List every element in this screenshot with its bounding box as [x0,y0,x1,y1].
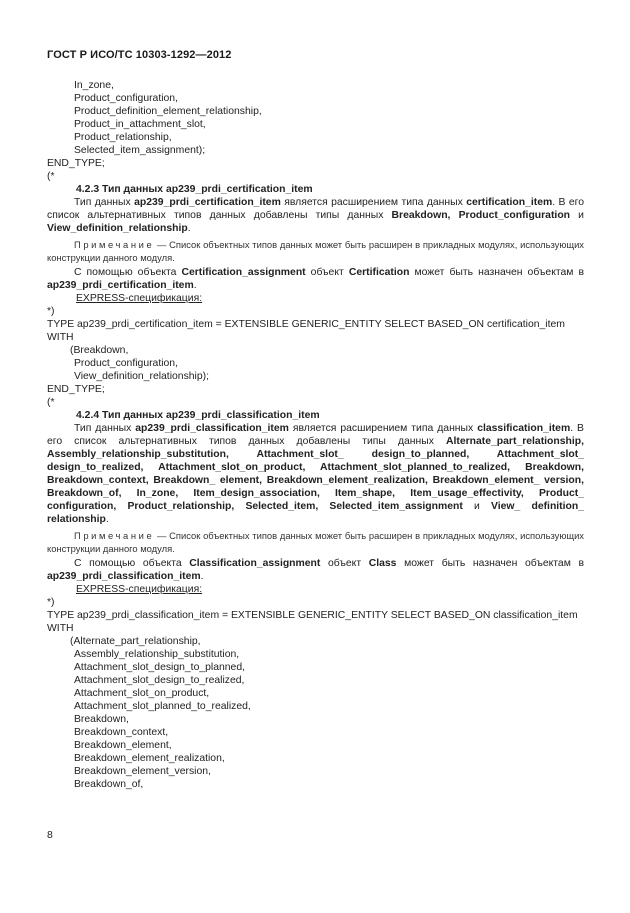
comment-open: (* [47,171,55,182]
code-line: Product_in_attachment_slot, [74,119,206,130]
select-list-continuation [47,79,584,157]
code-line: Product_definition_element_relationship, [74,106,262,117]
type-declaration: TYPE ap239_prdi_certification_item = EXTENSIBLE GENERIC_ENTITY SELECT BASED_ON certification_item [47,319,565,330]
comment-close: *) [47,306,55,317]
code-line: Breakdown_of, [74,779,144,790]
code-line: (Alternate_part_relationship, [70,636,201,647]
section-424-assignment-paragraph: С помощью объекта Classification_assignment объект Class может быть назначен объектам в ap239_prdi_classification_item. [47,558,585,582]
code-line: Selected_item_assignment); [74,145,206,156]
running-header: ГОСТ Р ИСО/ТС 10303-1292—2012 [47,49,232,61]
comment-open: (* [47,397,55,408]
end-type-line: END_TYPE; [47,384,105,395]
code-line: Attachment_slot_design_to_realized, [74,675,245,686]
with-keyword: WITH [47,332,74,343]
code-line: Breakdown_element, [74,740,172,751]
with-keyword: WITH [47,623,74,634]
note-label: Примечание [74,239,155,250]
code-line: Breakdown_element_realization, [74,753,225,764]
section-424-note: Примечание — Список объектных типов данных может быть расширен в прикладных модулях, использующих конструкции данного модуля. [47,530,584,554]
section-423-note: Примечание — Список объектных типов данных может быть расширен в прикладных модулях, использующих конструкции данного модуля. [47,239,584,263]
code-line: Assembly_relationship_substitution, [74,649,240,660]
express-spec-label: EXPRESS-спецификация: [76,293,203,304]
express-spec-label: EXPRESS-спецификация: [76,584,203,595]
section-heading-4-2-4: 4.2.4 Тип данных ap239_prdi_classification_item [76,410,320,421]
code-line: Breakdown, [74,714,129,725]
section-423-paragraph: Тип данных ap239_prdi_certification_item является расширением типа данных certification_item. В его список альтернативных типов данных добавлены типы данных Breakdown, Product_configuration и View_definition_relationship. [47,197,584,234]
section-423-assignment-paragraph: С помощью объекта Certification_assignment объект Certification может быть назначен объектам в ap239_prdi_certification_item. [47,267,585,291]
page-content [47,79,584,804]
code-line: Product_relationship, [74,132,172,143]
section-heading-4-2-3: 4.2.3 Тип данных ap239_prdi_certification_item [76,184,313,195]
section-424-paragraph: Тип данных ap239_prdi_classification_item является расширением типа данных classification_item. В его список альтернативных типов данных добавлены типы данных Alternate_part_relationship, Assembly_relationship_substitution, Attachment_slot_ design_to_planned, Attachment_slot_ design_to_realized, Attachment_slot_on_product, Attachment_slot_planned_to_realized, Breakdown, Breakdown_context, Breakdown_ element, Breakdown_element_realization, Breakdown_element_ version, Breakdown_of, In_zone, Item_design_association, Item_shape, Item_usage_effectivity, Product_ configuration, Product_relationship, Selected_item, Selected_item_assignment и View_ definition_ relationship. [47,423,585,525]
code-line: Product_configuration, [74,358,178,369]
comment-close: *) [47,597,55,608]
code-line: Breakdown_context, [74,727,169,738]
end-type-line: END_TYPE; [47,158,105,169]
code-line: Attachment_slot_design_to_planned, [74,662,245,673]
code-line: Breakdown_element_version, [74,766,211,777]
code-line: Product_configuration, [74,93,178,104]
code-line: In_zone, [74,80,114,91]
code-line: Attachment_slot_planned_to_realized, [74,701,251,712]
code-line: Attachment_slot_on_product, [74,688,210,699]
type-declaration: TYPE ap239_prdi_classification_item = EXTENSIBLE GENERIC_ENTITY SELECT BASED_ON classification_item [47,610,578,621]
code-line [47,791,584,804]
page-number: 8 [47,830,53,841]
note-label: Примечание [74,530,155,541]
code-line: (Breakdown, [70,345,129,356]
code-line: View_definition_relationship); [74,371,209,382]
